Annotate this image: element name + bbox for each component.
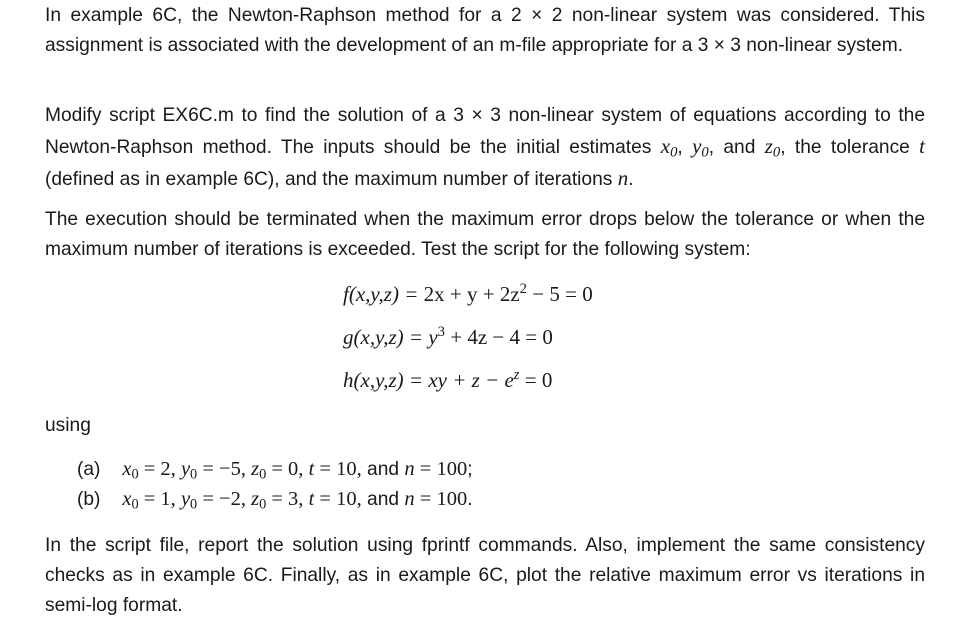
using-label: using bbox=[45, 415, 91, 436]
task-paragraph: Modify script EX6C.m to find the solution of a 3 × 3 non-linear system of equations according to the Newton-Raphson method. The inputs should be the initial estimates $x_0$, $y_0$, and $z_0$, the tolerance t (defined as in example 6C), and the maximum number of iterations n. bbox=[45, 105, 926, 190]
z0-symbol: $z_0$ bbox=[764, 134, 781, 161]
t-symbol: t bbox=[919, 134, 926, 158]
case-b-label: (b) bbox=[77, 489, 101, 510]
equation-f: $f(x,y,z) = 2x + y + 2z^2 - 5 = 0$ bbox=[343, 280, 593, 306]
equation-g: $g(x,y,z) = y^3 + 4z - 4 = 0$ bbox=[343, 323, 553, 349]
y0-symbol: $y_0$ bbox=[692, 134, 709, 161]
task-and: and bbox=[723, 137, 756, 158]
termination-paragraph: The execution should be terminated when the maximum error drops below the tolerance or when the maximum number of iterations is exceeded. Test the script for the following system: bbox=[45, 209, 925, 260]
closing-paragraph: In the script file, report the solution using fprintf commands. Also, implement the same consistency checks as in example 6C. Finally, as in example 6C, plot the relative maximum error vs iterations in semi-log format. bbox=[45, 535, 925, 616]
case-a: (a) $x_0 = 2$, $y_0 = -5$, $z_0 = 0$, t = 10, and n = 100; bbox=[77, 458, 473, 483]
case-a-label: (a) bbox=[77, 459, 101, 480]
n-symbol: n bbox=[617, 166, 629, 190]
task-text-2: the tolerance bbox=[794, 137, 910, 158]
case-b: (b) $x_0 = 1$, $y_0 = -2$, $z_0 = 3$, t = 10, and n = 100. bbox=[77, 488, 473, 513]
x0-symbol: $x_0$ bbox=[660, 134, 678, 161]
task-text-3: (defined as in example 6C), and the maximum number of iterations bbox=[45, 169, 613, 190]
intro-paragraph: In example 6C, the Newton-Raphson method for a 2 × 2 non-linear system was considered. This assignment is associated with the development of an m-file appropriate for a 3 × 3 non-linear system. bbox=[45, 5, 925, 56]
task-text-1: Modify script EX6C.m to find the solution of a 3 × 3 non-linear system of equations according to the Newton-Raphson method. The inputs should be the initial estimates bbox=[45, 105, 925, 158]
equation-h: h(x,y,z) = xy + $z - e^z = 0$ bbox=[343, 366, 553, 392]
